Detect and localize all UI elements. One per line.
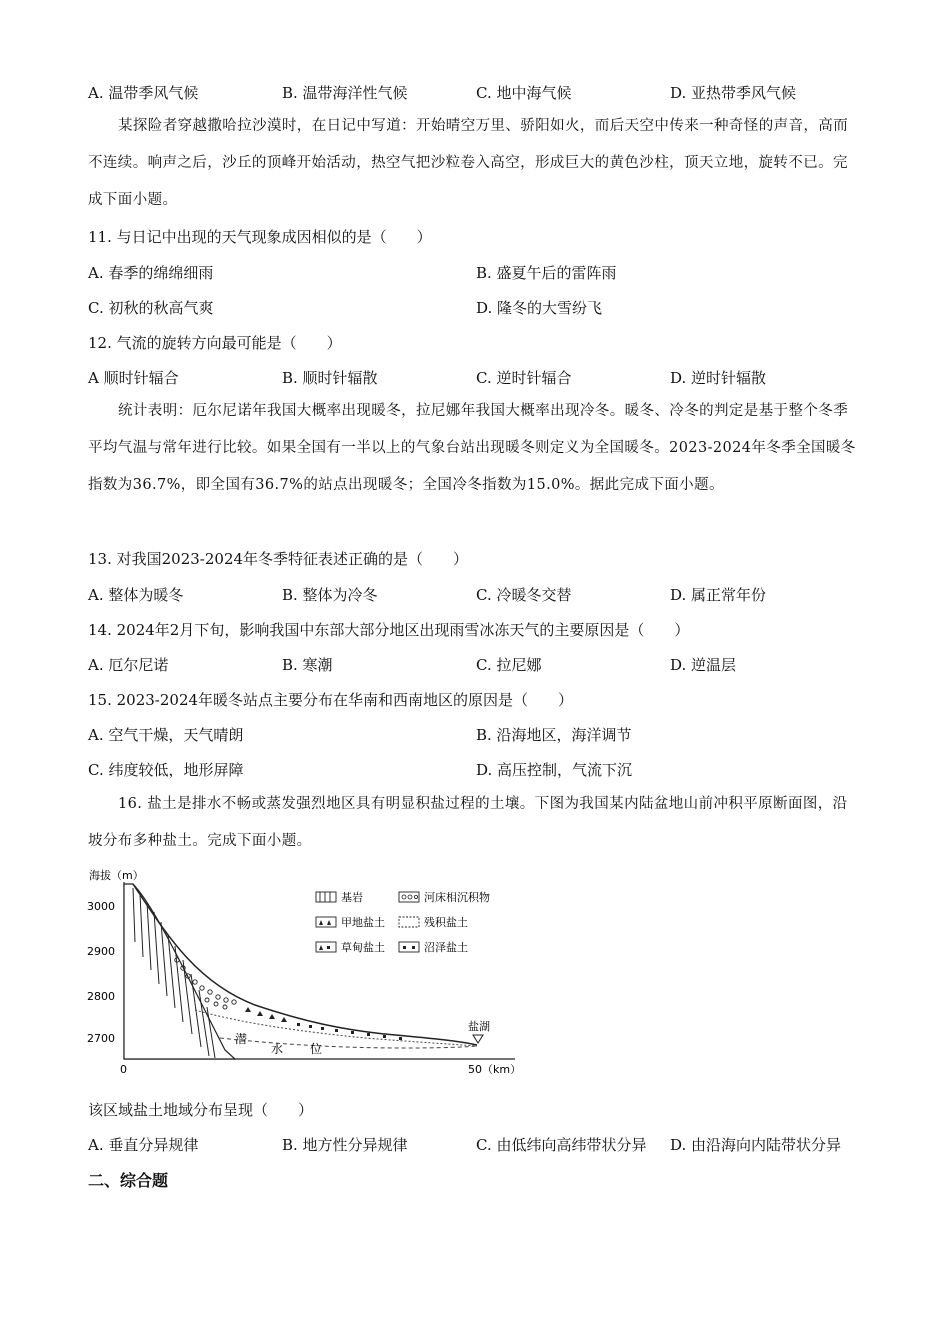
- water-table-label-3: 位: [310, 1042, 323, 1056]
- legend-meadow-soil: 草甸盐土: [341, 941, 385, 954]
- y-tick-3000: 3000: [87, 900, 115, 913]
- salt-lake-label: 盐湖: [468, 1020, 490, 1033]
- q16-option-d[interactable]: D. 由沿海向内陆带状分异: [670, 1136, 842, 1154]
- q12-option-a[interactable]: A 顺时针辐合: [88, 369, 179, 387]
- passage-winter: 统计表明：厄尔尼诺年我国大概率出现暖冬，拉尼娜年我国大概率出现冷冬。暖冬、冷冬的判定是基于整个冬季平均气温与常年进行比较。如果全国有一半以上的气象台站出现暖冬则定义为全国暖冬。2023-2024年冬季全国暖冬指数为36.7%，即全国有36.7%的站点出现暖冬；全国冷冬指数为15.0%。据此完成下面小题。: [88, 403, 856, 493]
- q10-option-b[interactable]: B. 温带海洋性气候: [282, 84, 408, 102]
- legend-bedrock: 基岩: [341, 891, 363, 904]
- q13-stem: 13. 对我国2023-2024年冬季特征表述正确的是（ ）: [88, 550, 469, 568]
- salt-lake-symbol: [473, 1035, 483, 1043]
- q12-option-b[interactable]: B. 顺时针辐散: [282, 369, 378, 387]
- q16-option-b[interactable]: B. 地方性分异规律: [282, 1136, 408, 1154]
- q14-option-a[interactable]: A. 厄尔尼诺: [88, 656, 169, 674]
- x-tick-0: 0: [120, 1063, 127, 1076]
- q16-option-a[interactable]: A. 垂直分异规律: [88, 1136, 199, 1154]
- water-table-label-1: 潜: [235, 1032, 248, 1046]
- legend-residual-soil: 残积盐土: [424, 916, 468, 929]
- q11-option-a[interactable]: A. 春季的绵绵细雨: [88, 264, 214, 282]
- q15-option-d[interactable]: D. 高压控制，气流下沉: [476, 761, 633, 779]
- passage-sahara: 某探险者穿越撒哈拉沙漠时，在日记中写道：开始晴空万里、骄阳如火，而后天空中传来一种奇怪的声音，高而不连续。响声之后，沙丘的顶峰开始活动，热空气把沙粒卷入高空，形成巨大的黄色沙柱，顶天立地，旋转不已。完成下面小题。: [88, 118, 849, 208]
- q11-option-d[interactable]: D. 隆冬的大雪纷飞: [476, 299, 603, 317]
- legend: [316, 890, 490, 954]
- y-axis-label: 海拔（m）: [89, 869, 144, 882]
- cross-section-figure: [85, 862, 525, 1080]
- q11-option-c[interactable]: C. 初秋的秋高气爽: [88, 299, 214, 317]
- q12-stem: 12. 气流的旋转方向最可能是（ ）: [88, 334, 342, 352]
- y-tick-2800: 2800: [87, 990, 115, 1003]
- q15-option-b[interactable]: B. 沿海地区，海洋调节: [476, 726, 632, 744]
- q13-option-c[interactable]: C. 冷暖冬交替: [476, 586, 572, 604]
- q10-option-c[interactable]: C. 地中海气候: [476, 84, 572, 102]
- q12-option-d[interactable]: D. 逆时针辐散: [670, 369, 767, 387]
- q13-option-a[interactable]: A. 整体为暖冬: [88, 586, 184, 604]
- q15-stem: 15. 2023-2024年暖冬站点主要分布在华南和西南地区的原因是（ ）: [88, 691, 574, 709]
- legend-jiadi-soil: 甲地盐土: [341, 916, 385, 929]
- q13-option-d[interactable]: D. 属正常年份: [670, 586, 767, 604]
- q14-option-b[interactable]: B. 寒潮: [282, 656, 333, 674]
- q12-option-c[interactable]: C. 逆时针辐合: [476, 369, 572, 387]
- x-tick-50: 50（km）: [468, 1063, 522, 1076]
- q11-stem: 11. 与日记中出现的天气现象成因相似的是（ ）: [88, 228, 432, 246]
- q11-option-b[interactable]: B. 盛夏午后的雷阵雨: [476, 264, 617, 282]
- legend-riverbed: 河床相沉积物: [424, 891, 490, 904]
- legend-swamp-soil: 沼泽盐土: [424, 941, 468, 954]
- passage-saline-soil: 16. 盐土是排水不畅或蒸发强烈地区具有明显积盐过程的土壤。下图为我国某内陆盆地山前冲积平原断面图，沿坡分布多种盐土。完成下面小题。: [88, 796, 848, 849]
- y-tick-2900: 2900: [87, 945, 115, 958]
- q10-option-d[interactable]: D. 亚热带季风气候: [670, 84, 797, 102]
- q14-option-c[interactable]: C. 拉尼娜: [476, 656, 542, 674]
- water-table-label-2: 水: [271, 1042, 284, 1056]
- q15-option-c[interactable]: C. 纬度较低，地形屏障: [88, 761, 244, 779]
- q14-stem: 14. 2024年2月下旬，影响我国中东部大部分地区出现雨雪冰冻天气的主要原因是（ ）: [88, 621, 690, 639]
- q15-option-a[interactable]: A. 空气干燥，天气晴朗: [88, 726, 244, 744]
- q10-option-a[interactable]: A. 温带季风气候: [88, 84, 199, 102]
- q13-option-b[interactable]: B. 整体为冷冬: [282, 586, 378, 604]
- y-tick-2700: 2700: [87, 1032, 115, 1045]
- q14-option-d[interactable]: D. 逆温层: [670, 656, 737, 674]
- q16-stem: 该区域盐土地域分布呈现（ ）: [88, 1101, 314, 1119]
- q16-option-c[interactable]: C. 由低纬向高纬带状分异: [476, 1136, 647, 1154]
- section-heading: 二、综合题: [88, 1171, 169, 1190]
